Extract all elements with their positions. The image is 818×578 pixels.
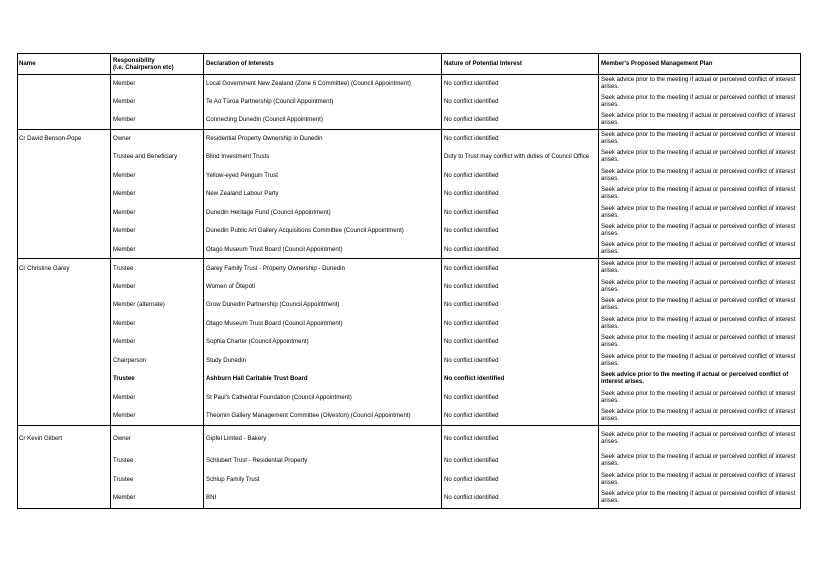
cell-nature: No conflict identified bbox=[444, 245, 499, 253]
cell-responsibility: Trustee bbox=[113, 375, 135, 383]
table-row bbox=[17, 222, 800, 241]
header-responsibility bbox=[111, 54, 204, 75]
cell-responsibility: Trustee bbox=[111, 259, 204, 278]
cell-responsibility: Trustee and Beneficiary bbox=[113, 153, 178, 161]
cell-declaration: Women of Ōtepoti bbox=[206, 282, 255, 290]
cell-nature: No conflict identified bbox=[444, 338, 499, 346]
cell-name bbox=[17, 296, 111, 315]
cell-name bbox=[17, 204, 111, 222]
table-row bbox=[17, 241, 800, 259]
cell-responsibility: Member bbox=[113, 80, 136, 88]
cell-responsibility: Member bbox=[113, 227, 136, 235]
cell-name bbox=[17, 241, 111, 259]
cell-nature: No conflict identified bbox=[442, 426, 599, 452]
table-row bbox=[17, 370, 800, 389]
cell-nature: No conflict identified bbox=[444, 171, 499, 179]
cell-declaration: St Paul's Cathedral Foundation (Council Appointment) bbox=[206, 393, 352, 401]
cell-responsibility: Member bbox=[113, 393, 136, 401]
cell-responsibility: Member bbox=[113, 319, 136, 327]
cell-declaration: Grow Dunedin Partnership (Council Appointment) bbox=[206, 301, 340, 309]
cell-declaration: Residential Property Ownership in Dunedin bbox=[204, 130, 442, 148]
cell-name bbox=[17, 352, 111, 370]
cell-nature: No conflict identified bbox=[444, 457, 499, 465]
cell-responsibility: Member bbox=[113, 412, 136, 420]
cell-declaration: BNI bbox=[206, 493, 217, 501]
table-row bbox=[17, 407, 800, 426]
cell-name bbox=[17, 389, 111, 407]
cell-name bbox=[17, 407, 111, 426]
cell-plan: Seek advice prior to the meeting if actual or perceived conflict of interest arises. bbox=[601, 407, 796, 422]
table-row bbox=[17, 75, 800, 93]
cell-declaration: Yellow-eyed Penguin Trust bbox=[206, 171, 278, 179]
table-row bbox=[17, 489, 800, 507]
header-responsibility-line2: (i.e. Chairperson etc) bbox=[113, 64, 174, 71]
cell-declaration: Gipfel Limted - Bakery bbox=[204, 426, 442, 452]
cell-nature: Duty to Trust may conflict with duties of Council Office bbox=[444, 153, 590, 161]
cell-declaration: Dunedin Public Art Gallery Acquisitions Committee (Council Appointment) bbox=[206, 227, 404, 235]
cell-declaration: Schlubert Trust - Residential Property bbox=[206, 457, 308, 465]
table-row bbox=[17, 148, 800, 167]
cell-declaration: Blind Investment Trusts bbox=[206, 153, 270, 161]
cell-declaration: Dunedin Heritage Fund (Council Appointment) bbox=[206, 208, 331, 216]
cell-name bbox=[17, 315, 111, 333]
cell-plan: Seek advice prior to the meeting if actual or perceived conflict of interest arises. bbox=[601, 93, 796, 108]
cell-declaration: Connecting Dunedin (Council Appointment) bbox=[206, 116, 323, 124]
cell-name bbox=[17, 185, 111, 204]
cell-name: Cr Christine Garey bbox=[17, 259, 111, 278]
cell-name: Cr David Benson-Pope bbox=[17, 130, 111, 148]
cell-responsibility: Member bbox=[113, 282, 136, 290]
cell-responsibility: Owner bbox=[111, 426, 204, 452]
cell-name: Cr Kevin Gilbert bbox=[17, 426, 111, 452]
cell-nature: No conflict identified bbox=[444, 375, 505, 383]
header-nature: Nature of Potential Interest bbox=[442, 54, 599, 75]
cell-responsibility: Chairperson bbox=[113, 356, 147, 364]
cell-declaration: Schlup Family Trust bbox=[206, 475, 260, 483]
cell-declaration: Sophia Charter (Council Appointment) bbox=[206, 338, 309, 346]
cell-plan: Seek advice prior to the meeting if actual or perceived conflict of interest arises. bbox=[601, 315, 796, 330]
header-name: Name bbox=[17, 54, 111, 75]
cell-nature: No conflict identified bbox=[444, 301, 499, 309]
table-row bbox=[17, 333, 800, 352]
cell-plan: Seek advice prior to the meeting if actual or perceived conflict of interest arises. bbox=[599, 130, 800, 148]
cell-responsibility: Member bbox=[113, 190, 136, 198]
cell-nature: No conflict identified bbox=[444, 493, 499, 501]
cell-nature: No conflict identified bbox=[444, 412, 499, 420]
table-row bbox=[17, 426, 800, 452]
cell-declaration: Ashburn Hall Caritable Trust Board bbox=[206, 375, 308, 383]
header-plan: Member's Proposed Management Plan bbox=[599, 54, 800, 75]
register-body bbox=[17, 75, 800, 507]
cell-nature: No conflict identified bbox=[444, 80, 499, 88]
table-bottom-border bbox=[17, 508, 800, 509]
cell-responsibility: Trustee bbox=[113, 475, 134, 483]
table-row bbox=[17, 259, 800, 278]
table-row bbox=[17, 130, 800, 148]
cell-plan: Seek advice prior to the meeting if actual or perceived conflict of interest arises. bbox=[601, 241, 796, 256]
cell-name bbox=[17, 75, 111, 93]
cell-responsibility: Member (alternate) bbox=[113, 301, 165, 309]
cell-plan: Seek advice prior to the meeting if actual or perceived conflict of interest arises. bbox=[601, 471, 796, 486]
cell-nature: No conflict identified bbox=[444, 208, 499, 216]
table-row bbox=[17, 471, 800, 489]
cell-plan: Seek advice prior to the meeting if actual or perceived conflict of interest arises. bbox=[601, 204, 796, 219]
cell-plan: Seek advice prior to the meeting if actual or perceived conflict of interest arises. bbox=[601, 453, 796, 467]
header-responsibility-line1: Responsibility bbox=[113, 56, 155, 64]
cell-declaration: New Zealand Labour Party bbox=[206, 190, 279, 198]
cell-plan: Seek advice prior to the meeting if actual or perceived conflict of interest arises. bbox=[599, 259, 800, 278]
cell-responsibility: Member bbox=[113, 116, 136, 124]
table-row bbox=[17, 278, 800, 296]
table-row bbox=[17, 167, 800, 185]
table-row bbox=[17, 315, 800, 333]
cell-name bbox=[17, 471, 111, 489]
cell-name bbox=[17, 167, 111, 185]
cell-declaration: Theomin Gallery Management Committee (Olveston) (Council Appointment) bbox=[206, 412, 411, 420]
cell-responsibility: Member bbox=[113, 493, 136, 501]
header-row bbox=[17, 54, 800, 75]
cell-plan: Seek advice prior to the meeting if actual or perceived conflict of interest arises. bbox=[601, 352, 796, 367]
cell-name bbox=[17, 489, 111, 507]
cell-declaration: Otago Museum Trust Board (Council Appointment) bbox=[206, 319, 343, 327]
cell-responsibility: Member bbox=[113, 338, 136, 346]
cell-name bbox=[17, 370, 111, 389]
cell-plan: Seek advice prior to the meeting if actual or perceived conflict of interest arises. bbox=[601, 223, 796, 237]
cell-nature: No conflict identified bbox=[444, 227, 499, 235]
cell-nature: No conflict identified bbox=[444, 190, 499, 198]
cell-name bbox=[17, 111, 111, 130]
cell-name bbox=[17, 278, 111, 296]
table-row bbox=[17, 389, 800, 407]
table-row bbox=[17, 111, 800, 130]
cell-name bbox=[17, 222, 111, 241]
table-row bbox=[17, 296, 800, 315]
cell-nature: No conflict identified bbox=[444, 475, 499, 483]
table-row bbox=[17, 452, 800, 471]
cell-nature: No conflict identified bbox=[442, 259, 599, 278]
header-declaration: Declaration of Interests bbox=[204, 54, 442, 75]
cell-responsibility: Member bbox=[113, 171, 136, 179]
cell-plan: Seek advice prior to the meeting if actual or perceived conflict of interest arises. bbox=[601, 75, 796, 90]
cell-plan: Seek advice prior to the meeting if actual or perceived conflict of interest arises. bbox=[601, 149, 796, 163]
table-row bbox=[17, 204, 800, 222]
table-row bbox=[17, 185, 800, 204]
cell-nature: No conflict identified bbox=[444, 116, 499, 124]
cell-nature: No conflict identified bbox=[444, 97, 499, 105]
cell-name bbox=[17, 93, 111, 111]
cell-name bbox=[17, 333, 111, 352]
cell-nature: No conflict identified bbox=[442, 130, 599, 148]
cell-nature: No conflict identified bbox=[444, 319, 499, 327]
cell-name bbox=[17, 452, 111, 471]
cell-responsibility: Trustee bbox=[113, 457, 134, 465]
cell-nature: No conflict identified bbox=[444, 393, 499, 401]
cell-name bbox=[17, 148, 111, 167]
cell-plan: Seek advice prior to the meeting if actual or perceived conflict of interest arises. bbox=[601, 297, 796, 311]
cell-declaration: Te Ao Tūroa Partnership (Council Appointment) bbox=[206, 97, 334, 105]
cell-plan: Seek advice prior to the meeting if actual or perceived conflict of interest arises. bbox=[601, 186, 796, 200]
table-row bbox=[17, 93, 800, 111]
cell-responsibility: Member bbox=[113, 245, 136, 253]
cell-declaration: Local Government New Zealand (Zone 6 Committee) (Council Appointment) bbox=[206, 80, 411, 88]
cell-nature: No conflict identified bbox=[444, 356, 499, 364]
cell-plan: Seek advice prior to the meeting if actual or perceived conflict of interest arises. bbox=[601, 389, 796, 404]
cell-plan: Seek advice prior to the meeting if actual or perceived conflict of interest arises. bbox=[601, 278, 796, 293]
cell-plan: Seek advice prior to the meeting if actual or perceived conflict of interest arises. bbox=[599, 426, 800, 452]
cell-plan: Seek advice prior to the meeting if actual or perceived conflict of interest arises. bbox=[601, 371, 789, 385]
cell-plan: Seek advice prior to the meeting if actual or perceived conflict of interest arises. bbox=[601, 167, 796, 182]
cell-nature: No conflict identified bbox=[444, 282, 499, 290]
cell-plan: Seek advice prior to the meeting if actual or perceived conflict of interest arises. bbox=[601, 334, 796, 348]
cell-responsibility: Owner bbox=[111, 130, 204, 148]
interests-register-table bbox=[17, 53, 800, 507]
cell-plan: Seek advice prior to the meeting if actual or perceived conflict of interest arises. bbox=[601, 111, 796, 126]
cell-responsibility: Member bbox=[113, 97, 136, 105]
cell-declaration: Garey Family Trust - Property Ownership - Dunedin bbox=[204, 259, 442, 278]
cell-declaration: Study Dunedin bbox=[206, 356, 246, 364]
cell-declaration: Otago Museum Trust Board (Council Appointment) bbox=[206, 245, 343, 253]
cell-responsibility: Member bbox=[113, 208, 136, 216]
cell-plan: Seek advice prior to the meeting if actual or perceived conflict of interest arises. bbox=[601, 489, 796, 504]
table-row bbox=[17, 352, 800, 370]
